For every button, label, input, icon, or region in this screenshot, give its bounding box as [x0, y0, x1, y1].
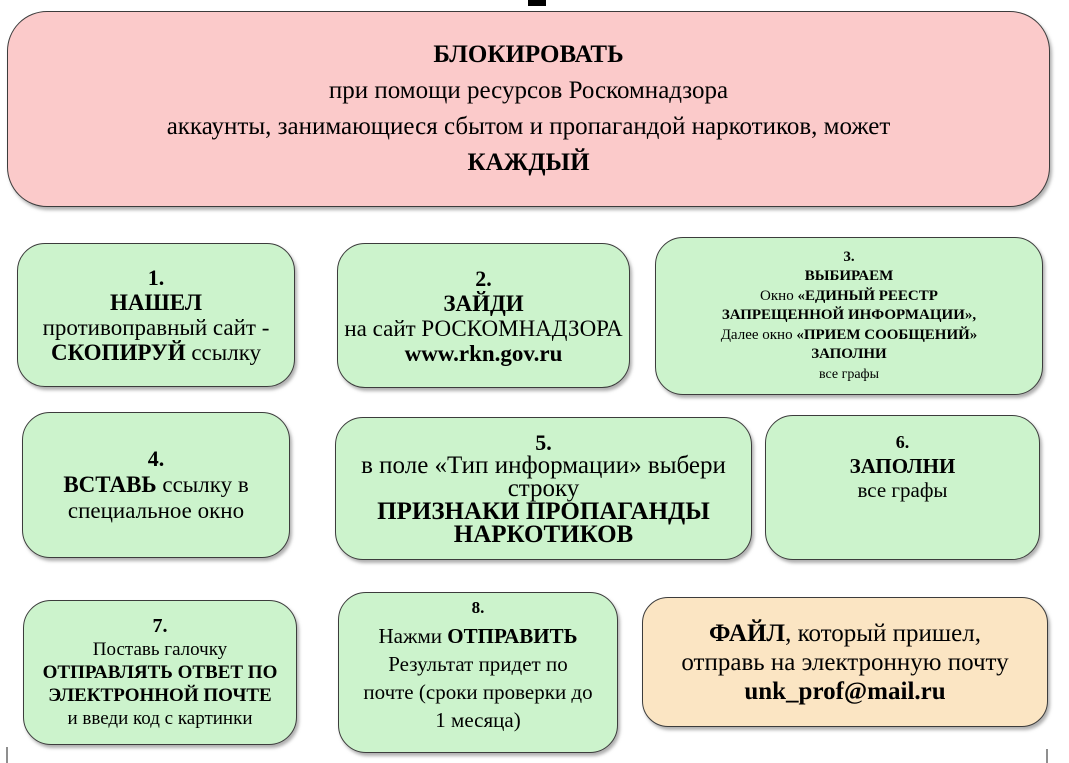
header-banner [7, 11, 1050, 207]
step-line: все графы [818, 366, 880, 382]
step-line: 1 месяца) [435, 708, 521, 732]
step-number: 6. [895, 432, 910, 452]
cropped-title-fragment [528, 0, 546, 6]
step-number: 1. [147, 265, 165, 290]
step-line: Нажми ОТПРАВИТЬ [378, 624, 578, 648]
step-site-url: www.rkn.gov.ru [404, 340, 563, 366]
step-box-1 [17, 243, 295, 387]
step-box-8 [338, 592, 618, 753]
step-number: 7. [152, 615, 168, 637]
banner-line: при помощи ресурсов Роскомнадзора [328, 77, 729, 104]
step-box-5 [335, 417, 752, 560]
step-line: Поставь галочку [92, 639, 228, 660]
step-line: ЗАПРЕЩЕННОЙ ИНФОРМАЦИИ», [721, 307, 977, 324]
file-note-line: ФАЙЛ, который пришел, [709, 619, 981, 647]
step-line: Далее окно «ПРИЕМ СООБЩЕНИЙ» [720, 326, 978, 343]
file-note-line: отправь на электронную почту [681, 648, 1009, 676]
file-note-box [642, 597, 1048, 727]
step-box-4 [22, 412, 290, 558]
step-line: НАШЕЛ [110, 290, 202, 315]
step-box-7 [23, 600, 297, 745]
step-line: в поле «Тип информации» выбери [361, 452, 726, 479]
step-number: 4. [147, 446, 165, 471]
step-box-6 [765, 415, 1040, 560]
step-number: 5. [535, 430, 552, 455]
step-line: НАРКОТИКОВ [453, 521, 634, 548]
file-note-email: unk_prof@mail.ru [744, 677, 946, 705]
step-line: ВЫБИРАЕМ [804, 268, 894, 285]
step-line: ЗАЙДИ [443, 290, 524, 316]
step-line: специальное окно [67, 498, 245, 523]
step-box-3 [655, 237, 1043, 395]
step-number: 3. [843, 248, 855, 265]
step-line: ЗАПОЛНИ [811, 346, 887, 363]
banner-line: аккаунты, занимающиеся сбытом и пропагандой наркотиков, может [166, 113, 891, 140]
slide-edge-left-tick [6, 747, 8, 763]
step-line: ЗАПОЛНИ [849, 454, 956, 478]
step-line: почте (сроки проверки до [363, 680, 593, 704]
step-line: и введи код с картинки [67, 708, 253, 729]
slide-edge-right-tick [1046, 749, 1048, 763]
step-line: СКОПИРУЙ ссылку [50, 340, 262, 365]
step-line: ВСТАВЬ ссылку в [63, 472, 249, 497]
step-box-2 [337, 243, 630, 388]
step-line: Результат придет по [388, 652, 568, 676]
step-number: 2. [475, 265, 492, 291]
step-number: 8. [471, 598, 485, 617]
step-line: Окно «ЕДИНЫЙ РЕЕСТР [760, 287, 938, 304]
banner-title: БЛОКИРОВАТЬ [433, 41, 624, 68]
step-line: все графы [857, 478, 948, 502]
step-line: на сайт РОСКОМНАДЗОРА [344, 315, 623, 341]
banner-keyword: КАЖДЫЙ [467, 149, 590, 176]
step-line: ЭЛЕКТРОННОЙ ПОЧТЕ [48, 685, 272, 706]
step-line: ОТПРАВЛЯТЬ ОТВЕТ ПО [42, 662, 278, 683]
step-line: ПРИЗНАКИ ПРОПАГАНДЫ [377, 498, 710, 525]
step-line: противоправный сайт - [42, 315, 270, 340]
step-line: строку [507, 475, 580, 502]
